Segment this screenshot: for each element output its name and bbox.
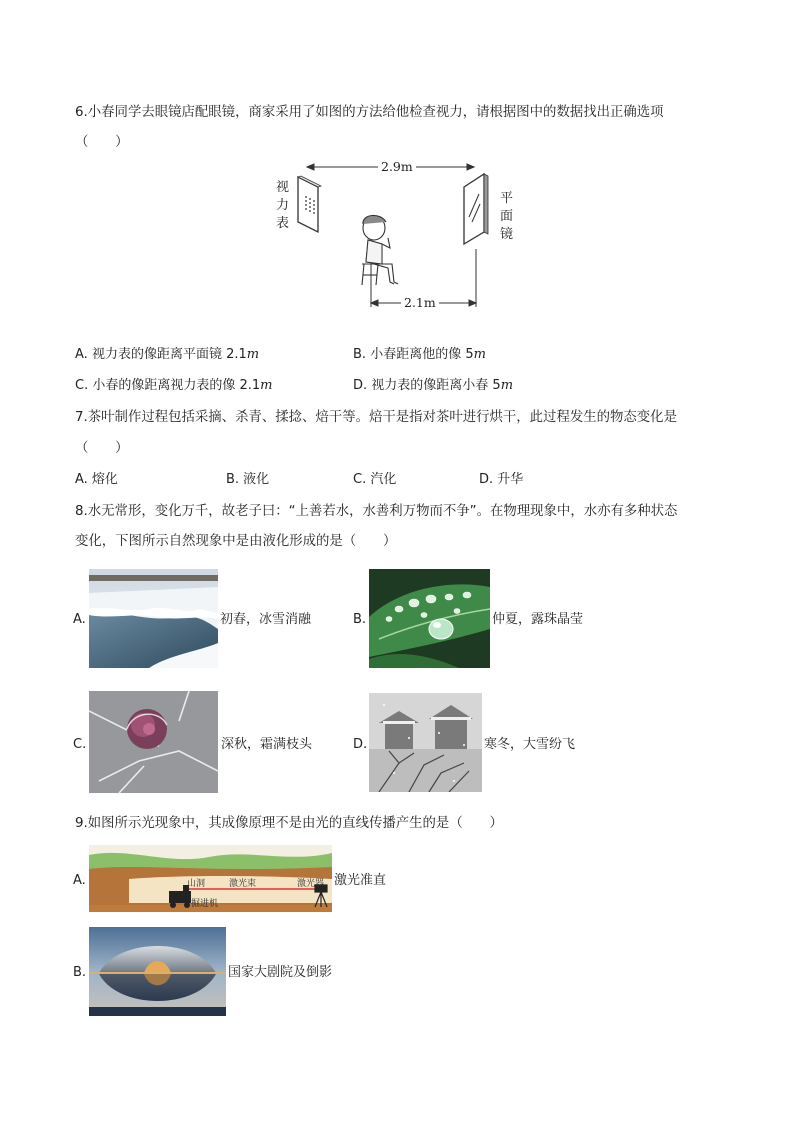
q7-option-b[interactable]: B. 液化 bbox=[226, 472, 270, 487]
laser-tunnel-image bbox=[89, 845, 332, 912]
q8-option-c-caption: 深秋，霜满枝头 bbox=[221, 737, 313, 752]
mirror-label bbox=[500, 190, 516, 244]
eye-chart-label-char: 表 bbox=[276, 216, 290, 231]
q6-stem: 6.小春同学去眼镜店配眼镜，商家采用了如图的方法给他检查视力，请根据图中的数据找出正确选项 bbox=[75, 105, 664, 120]
melting-ice-image bbox=[89, 569, 218, 668]
dist-bottom-label: 2.1m bbox=[401, 295, 439, 310]
q9-option-a-key[interactable]: A. bbox=[73, 873, 86, 888]
q6-option-b[interactable] bbox=[353, 346, 486, 364]
plane-mirror-icon bbox=[464, 174, 488, 244]
q6-option-c[interactable] bbox=[75, 377, 272, 395]
option-text: 小春的像距离视力表的像 2.1 bbox=[92, 378, 261, 393]
eye-chart-label bbox=[276, 179, 292, 233]
q7-stem: 7.茶叶制作过程包括采摘、杀青、揉捻、焙干等。焙干是指对茶叶进行烘干，此过程发生的物态变化是 bbox=[75, 410, 677, 425]
q6-option-a[interactable] bbox=[75, 346, 259, 364]
option-text: 视力表的像距离平面镜 2.1 bbox=[91, 347, 247, 362]
option-key: B. bbox=[353, 347, 371, 362]
option-key: D. bbox=[353, 378, 372, 393]
option-text: 小春距离他的像 5 bbox=[370, 347, 474, 362]
dist-top-label: 2.9m bbox=[378, 159, 416, 174]
eye-chart-icon bbox=[298, 176, 321, 232]
q8-option-b-caption: 仲夏，露珠晶莹 bbox=[492, 612, 584, 627]
eye-chart-label-char: 视 bbox=[276, 180, 290, 195]
grand-theatre-image bbox=[89, 927, 226, 1016]
q8-stem-line1: 8.水无常形，变化万千，故老子曰：“上善若水，水善利万物而不争”。在物理现象中，水亦有多种状态 bbox=[75, 504, 678, 519]
q6-answer-paren: （ ） bbox=[75, 135, 129, 150]
option-unit: m bbox=[246, 347, 260, 362]
dew-drops-image bbox=[369, 569, 490, 668]
eye-chart-label-char: 力 bbox=[276, 198, 290, 213]
tunnel-label: 山洞 bbox=[187, 879, 206, 889]
option-unit: m bbox=[260, 378, 273, 393]
machine-label: 掘进机 bbox=[191, 899, 219, 909]
option-key: C. bbox=[75, 378, 93, 393]
q9-option-a-caption: 激光准直 bbox=[334, 873, 387, 888]
option-unit: m bbox=[473, 347, 486, 362]
frost-rose-image bbox=[89, 691, 218, 793]
option-text: 视力表的像距离小春 5 bbox=[371, 378, 501, 393]
laser-label: 激光器 bbox=[297, 879, 325, 889]
q8-option-d-key[interactable]: D. bbox=[353, 737, 368, 752]
q7-answer-paren: （ ） bbox=[75, 441, 129, 456]
q8-stem-line2: 变化，下图所示自然现象中是由液化形成的是（ ） bbox=[75, 534, 397, 549]
heavy-snow-image bbox=[369, 693, 482, 792]
q6-option-d[interactable] bbox=[353, 377, 513, 395]
q8-option-b-key[interactable]: B. bbox=[353, 612, 367, 627]
q7-option-d[interactable]: D. 升华 bbox=[479, 472, 524, 487]
q6-figure bbox=[270, 152, 520, 314]
mirror-label-char: 平 bbox=[500, 191, 514, 206]
mirror-label-char: 镜 bbox=[500, 227, 514, 242]
q8-option-d-caption: 寒冬，大雪纷飞 bbox=[484, 737, 576, 752]
q8-option-a-key[interactable]: A. bbox=[73, 612, 86, 627]
q9-option-b-key[interactable]: B. bbox=[73, 965, 87, 980]
option-unit: m bbox=[500, 378, 514, 393]
q8-option-c-key[interactable]: C. bbox=[73, 737, 87, 752]
q8-option-a-caption: 初春，冰雪消融 bbox=[220, 612, 312, 627]
q7-option-c[interactable]: C. 汽化 bbox=[353, 472, 397, 487]
q9-stem: 9.如图所示光现象中，其成像原理不是由光的直线传播产生的是（ ） bbox=[75, 816, 503, 831]
q9-option-b-caption: 国家大剧院及倒影 bbox=[228, 965, 333, 980]
beam-label: 激光束 bbox=[229, 879, 257, 889]
mirror-label-char: 面 bbox=[500, 209, 514, 224]
option-key: A. bbox=[75, 347, 92, 362]
q7-option-a[interactable]: A. 熔化 bbox=[75, 472, 118, 487]
